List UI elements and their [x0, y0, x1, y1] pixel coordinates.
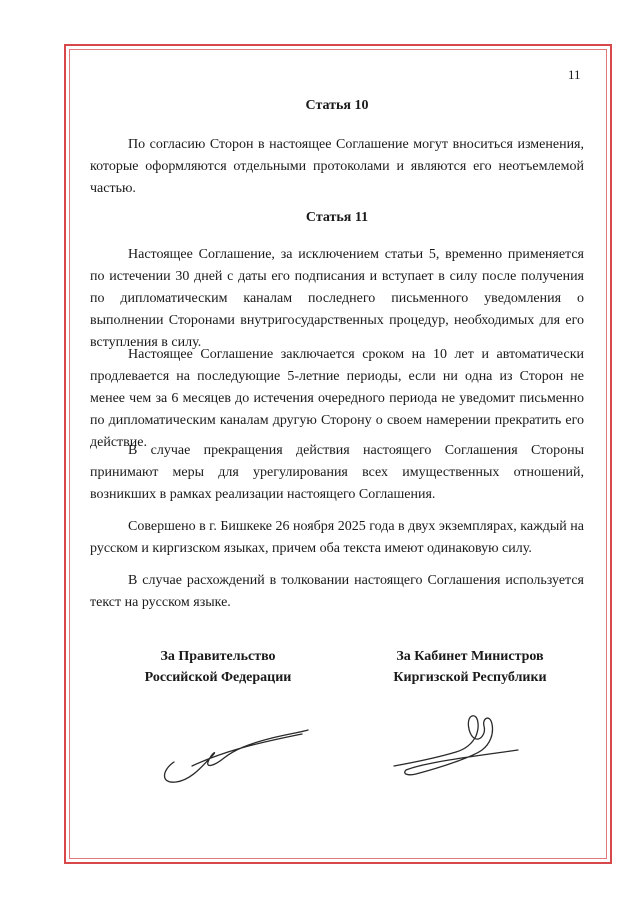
article-10-paragraph: По согласию Сторон в настоящее Соглашение могут вноситься изменения, которые оформляются отдельными протоколами и являются его неотъемлемой частью. [90, 137, 584, 196]
article-11-paragraph-2: Настоящее Соглашение заключается сроком на 10 лет и автоматически продлевается на последующие 5-летние периоды, если ни одна из Сторон не менее чем за 6 месяцев до истечения очередного периода не уведомит письменно по дипломатическим каналам другую Сторону о своем намерении прекратить его действие. [90, 347, 584, 450]
signatory-kyrgyzstan-line-2: Киргизской Республики [393, 670, 547, 685]
article-11-paragraph-3: В случае прекращения действия настоящего Соглашения Стороны принимают меры для урегулирования всех имущественных отношений, возникших в рамках реализации настоящего Соглашения. [90, 443, 584, 502]
article-11-title: Статья 11 [305, 210, 369, 225]
signature-left-icon [152, 722, 312, 792]
signature-right-icon [386, 704, 526, 784]
signatory-kyrgyzstan [370, 646, 570, 688]
signatory-russia [118, 646, 318, 688]
signatory-russia-line-1: За Правительство [160, 649, 276, 664]
signatory-russia-line-2: Российской Федерации [144, 670, 292, 685]
closing-done-paragraph: Совершено в г. Бишкеке 26 ноября 2025 года в двух экземплярах, каждый на русском и киргизском языках, причем оба текста имеют одинаковую силу. [90, 519, 584, 556]
closing-discrepancy-paragraph: В случае расхождений в толковании настоящего Соглашения используется текст на русском языке. [90, 573, 584, 610]
page-number: 11 [568, 67, 581, 82]
article-10-title: Статья 10 [305, 98, 369, 113]
article-11-paragraph-1: Настоящее Соглашение, за исключением статьи 5, временно применяется по истечении 30 дней с даты его подписания и вступает в силу после получения по дипломатическим каналам последнего письменного уведомления о выполнении Сторонами внутригосударственных процедур, необходимых для его вступления в силу. [90, 247, 584, 350]
signatory-kyrgyzstan-line-1: За Кабинет Министров [396, 649, 544, 664]
